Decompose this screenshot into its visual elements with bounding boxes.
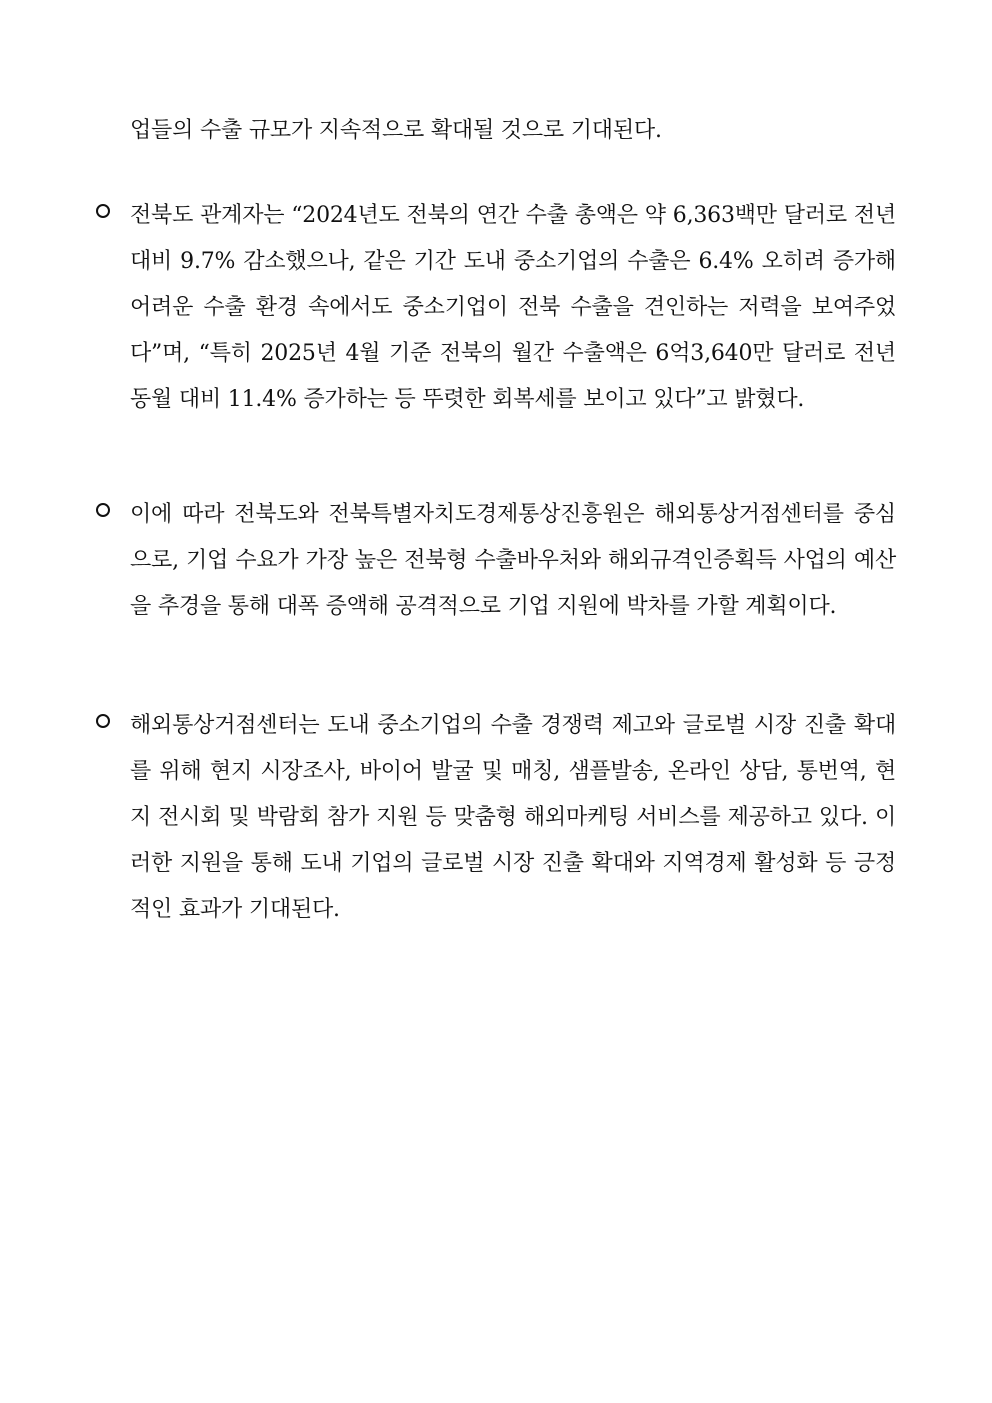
continuation-paragraph: 업들의 수출 규모가 지속적으로 확대될 것으로 기대된다.	[130, 118, 662, 143]
paragraph-text: 전북도 관계자는 “2024년도 전북의 연간 수출 총액은 약 6,363백만 달러로 전년 대비 9.7% 감소했으나, 같은 기간 도내 중소기업의 수출은 6.4% 오히려 증가해 어려운 수출 환경 속에서도 중소기업이 전북 수출을 견인하는 저력을 보여주었다”며, “특히 2025년 4월 기준 전북의 월간 수출액은 6억3,640만 달러로 전년 동월 대비 11.4% 증가하는 등 뚜렷한 회복세를 보이고 있다”고 밝혔다.	[130, 203, 896, 412]
circle-bullet-icon	[96, 204, 110, 218]
circle-bullet-icon	[96, 714, 110, 728]
paragraph-text: 이에 따라 전북도와 전북특별자치도경제통상진흥원은 해외통상거점센터를 중심으로, 기업 수요가 가장 높은 전북형 수출바우처와 해외규격인증획득 사업의 예산을 추경을 통해 대폭 증액해 공격적으로 기업 지원에 박차를 가할 계획이다.	[130, 502, 896, 619]
circle-bullet-icon	[96, 503, 110, 517]
paragraph-text: 해외통상거점센터는 도내 중소기업의 수출 경쟁력 제고와 글로벌 시장 진출 확대를 위해 현지 시장조사, 바이어 발굴 및 매칭, 샘플발송, 온라인 상담, 통번역, 현지 전시회 및 박람회 참가 지원 등 맞춤형 해외마케팅 서비스를 제공하고 있다. 이러한 지원을 통해 도내 기업의 글로벌 시장 진출 확대와 지역경제 활성화 등 긍정적인 효과가 기대된다.	[130, 713, 896, 922]
